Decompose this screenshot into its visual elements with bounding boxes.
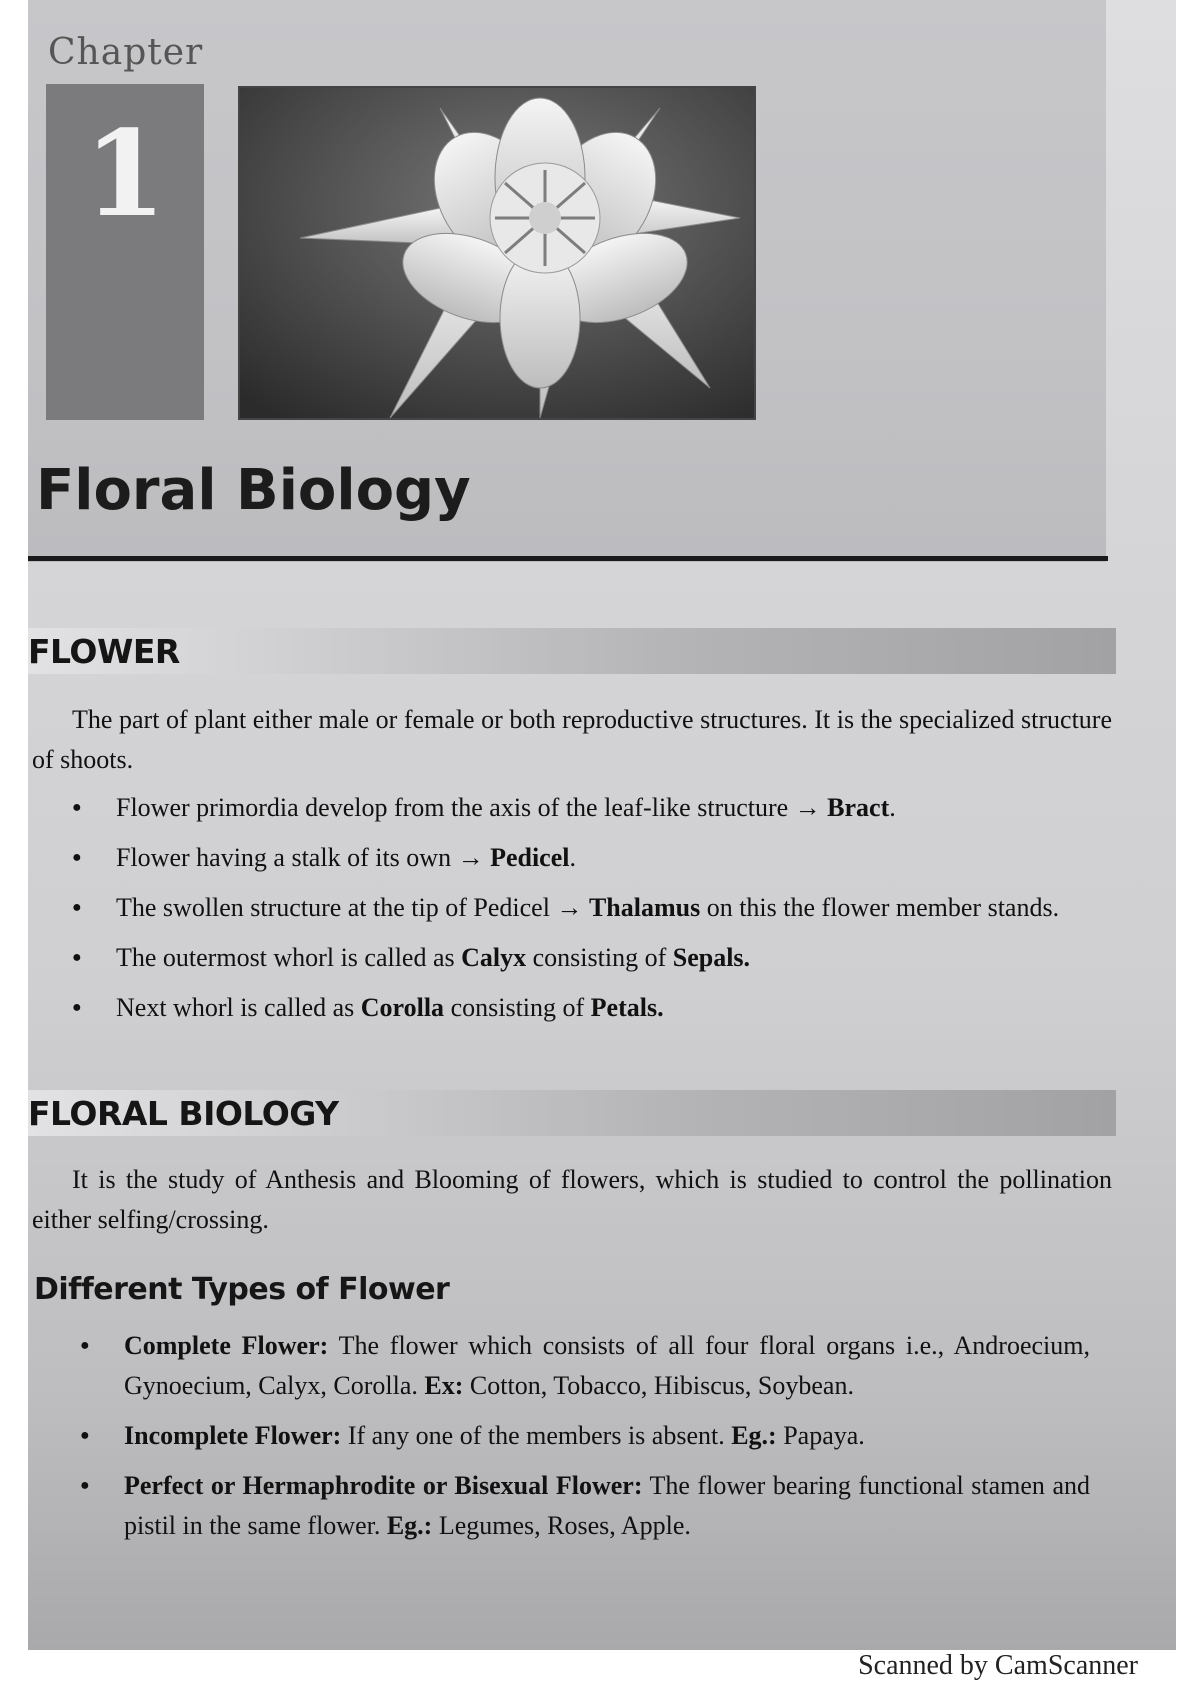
- flower-photo: [238, 86, 756, 420]
- list-item: ● Next whorl is called as Corolla consisting of Petals.: [72, 988, 1072, 1028]
- flower-intro-text: The part of plant either male or female or both reproductive structures. It is the specialized structure of shoots.: [32, 705, 1112, 774]
- floral-biology-intro-paragraph: [32, 1160, 1112, 1240]
- flower-intro-paragraph: [32, 700, 1112, 780]
- camscanner-watermark: Scanned by CamScanner: [858, 1650, 1138, 1681]
- list-item: ● Incomplete Flower: If any one of the members is absent. Eg.: Papaya.: [80, 1416, 1090, 1456]
- book-page: [28, 0, 1176, 1650]
- section-heading-floral-biology: FLORAL BIOLOGY: [28, 1094, 339, 1133]
- title-divider: [28, 556, 1108, 561]
- chapter-title: Floral Biology: [36, 458, 471, 523]
- list-item: ● Flower having a stalk of its own → Pedicel.: [72, 838, 1072, 878]
- list-item: ● The swollen structure at the tip of Pedicel → Thalamus on this the flower member stands.: [72, 888, 1072, 928]
- chapter-number: 1: [83, 104, 167, 243]
- list-item: ● Perfect or Hermaphrodite or Bisexual Flower: The flower bearing functional stamen and pistil in the same flower. Eg.: Legumes, Roses, Apple.: [80, 1466, 1090, 1546]
- subheading-types-of-flower: Different Types of Flower: [34, 1272, 450, 1307]
- flower-types-list: [80, 1326, 1090, 1556]
- chapter-label: Chapter: [48, 32, 204, 73]
- list-item: ● Flower primordia develop from the axis of the leaf-like structure → Bract.: [72, 788, 1072, 828]
- flower-bullet-list: [72, 788, 1072, 1038]
- section-bar-flower: [28, 628, 1116, 674]
- floral-biology-intro-text: It is the study of Anthesis and Blooming of flowers, which is studied to control the pollination either selfing/crossing.: [32, 1165, 1112, 1234]
- section-bar-floral-biology: [28, 1090, 1116, 1136]
- chapter-number-box: [46, 84, 204, 420]
- water-lily-image: [240, 88, 754, 418]
- list-item: ● The outermost whorl is called as Calyx consisting of Sepals.: [72, 938, 1072, 978]
- list-item: ● Complete Flower: The flower which consists of all four floral organs i.e., Androecium, Gynoecium, Calyx, Corolla. Ex: Cotton, Tobacco, Hibiscus, Soybean.: [80, 1326, 1090, 1406]
- chapter-header: [28, 0, 1106, 562]
- section-heading-flower: FLOWER: [28, 632, 180, 671]
